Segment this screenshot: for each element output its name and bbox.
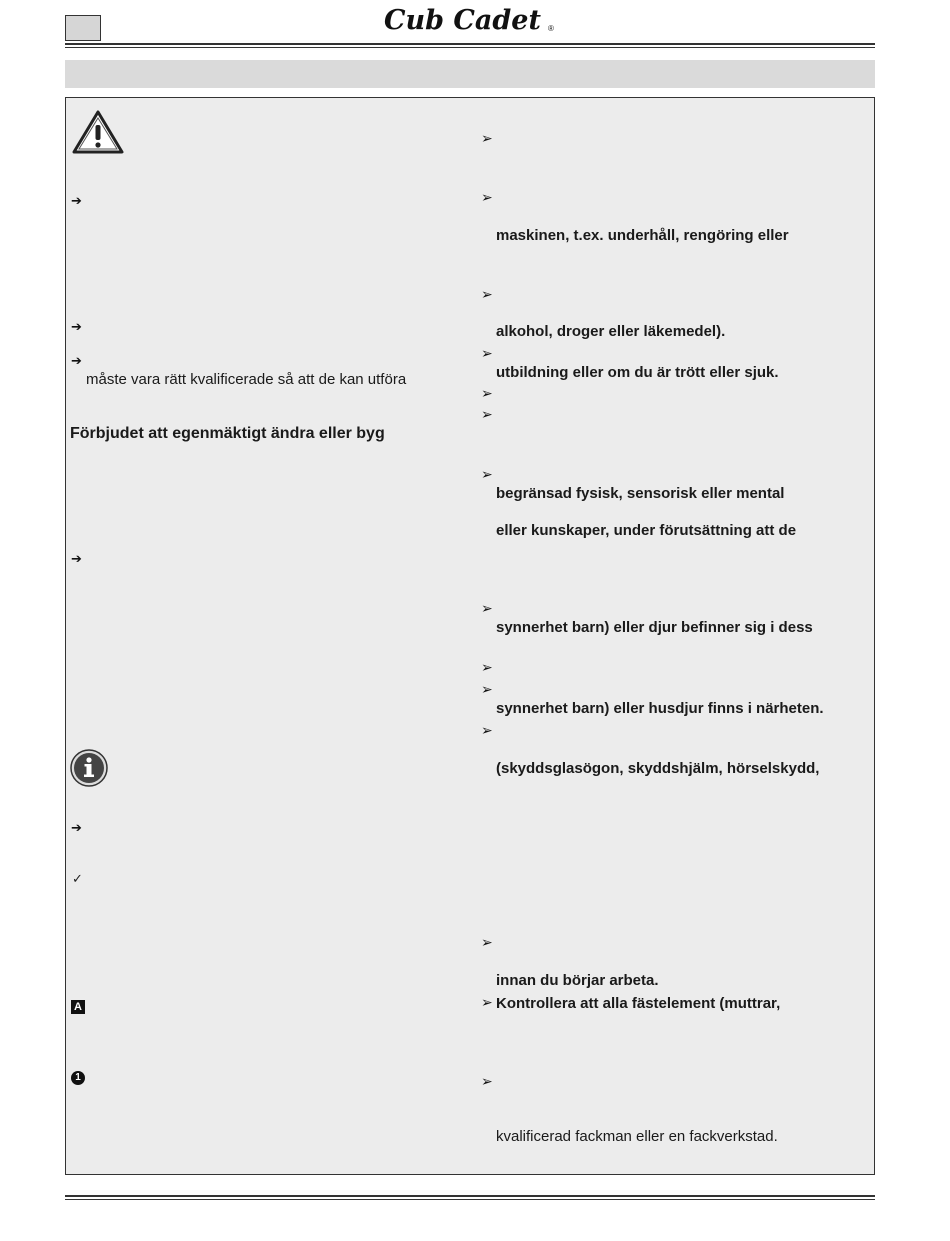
chevron-bullet-icon: ➢ bbox=[481, 466, 493, 482]
chevron-bullet-icon: ➢ bbox=[481, 994, 493, 1010]
figure-label-a: A bbox=[71, 1000, 85, 1014]
right-text-protective-gear: (skyddsglasögon, skyddshjälm, hörselskydd, bbox=[496, 760, 820, 777]
right-text-knowledge: eller kunskaper, under förutsättning att de bbox=[496, 522, 797, 539]
right-text-alcohol: alkohol, droger eller läkemedel). bbox=[496, 323, 726, 340]
right-text-pets-nearby: synnerhet barn) eller husdjur finns i närheten. bbox=[496, 700, 824, 717]
brand-text: Cub Cadet bbox=[384, 5, 541, 36]
right-text-limited-ability: begränsad fysisk, sensorisk eller mental bbox=[496, 485, 785, 502]
header-rule bbox=[65, 43, 875, 45]
chevron-bullet-icon: ➢ bbox=[481, 286, 493, 302]
right-text-danger-zone: synnerhet barn) eller djur befinner sig i dess bbox=[496, 619, 813, 636]
right-text-workshop: kvalificerad fackman eller en fackverkstad. bbox=[496, 1128, 778, 1145]
left-text-qualified: måste vara rätt kvalificerade så att de kan utföra bbox=[86, 371, 407, 388]
chevron-bullet-icon: ➢ bbox=[481, 406, 493, 422]
arrow-bullet-icon: ➔ bbox=[71, 551, 82, 566]
registered-mark: ® bbox=[548, 24, 554, 33]
chevron-bullet-icon: ➢ bbox=[481, 659, 493, 675]
chevron-bullet-icon: ➢ bbox=[481, 189, 493, 205]
chevron-bullet-icon: ➢ bbox=[481, 385, 493, 401]
header-rule-thin bbox=[65, 47, 875, 48]
chevron-bullet-icon: ➢ bbox=[481, 1073, 493, 1089]
footer-rule-thin bbox=[65, 1199, 875, 1200]
chevron-bullet-icon: ➢ bbox=[481, 130, 493, 146]
chevron-bullet-icon: ➢ bbox=[481, 722, 493, 738]
chevron-bullet-icon: ➢ bbox=[481, 600, 493, 616]
content-frame bbox=[65, 97, 875, 1175]
right-text-fasteners: Kontrollera att alla fästelement (muttrar, bbox=[496, 995, 781, 1012]
item-number-1-badge: 1 bbox=[71, 1071, 85, 1085]
right-text-before-work: innan du börjar arbeta. bbox=[496, 972, 659, 989]
checkmark-icon: ✓ bbox=[72, 871, 83, 886]
warning-triangle-icon bbox=[71, 109, 125, 155]
page-number-box bbox=[65, 15, 101, 41]
left-heading-modification: Förbjudet att egenmäktigt ändra eller byg bbox=[70, 425, 385, 442]
right-text-maintenance: maskinen, t.ex. underhåll, rengöring eller bbox=[496, 227, 789, 244]
right-text-tired: utbildning eller om du är trött eller sjuk. bbox=[496, 364, 779, 381]
arrow-bullet-icon: ➔ bbox=[71, 193, 82, 208]
section-title-bar bbox=[65, 60, 875, 88]
arrow-bullet-icon: ➔ bbox=[71, 820, 82, 835]
chevron-bullet-icon: ➢ bbox=[481, 345, 493, 361]
arrow-bullet-icon: ➔ bbox=[71, 319, 82, 334]
arrow-bullet-icon: ➔ bbox=[71, 353, 82, 368]
chevron-bullet-icon: ➢ bbox=[481, 934, 493, 950]
info-icon bbox=[70, 749, 108, 787]
footer-rule bbox=[65, 1195, 875, 1197]
chevron-bullet-icon: ➢ bbox=[481, 681, 493, 697]
cub-cadet-logo bbox=[380, 2, 580, 38]
